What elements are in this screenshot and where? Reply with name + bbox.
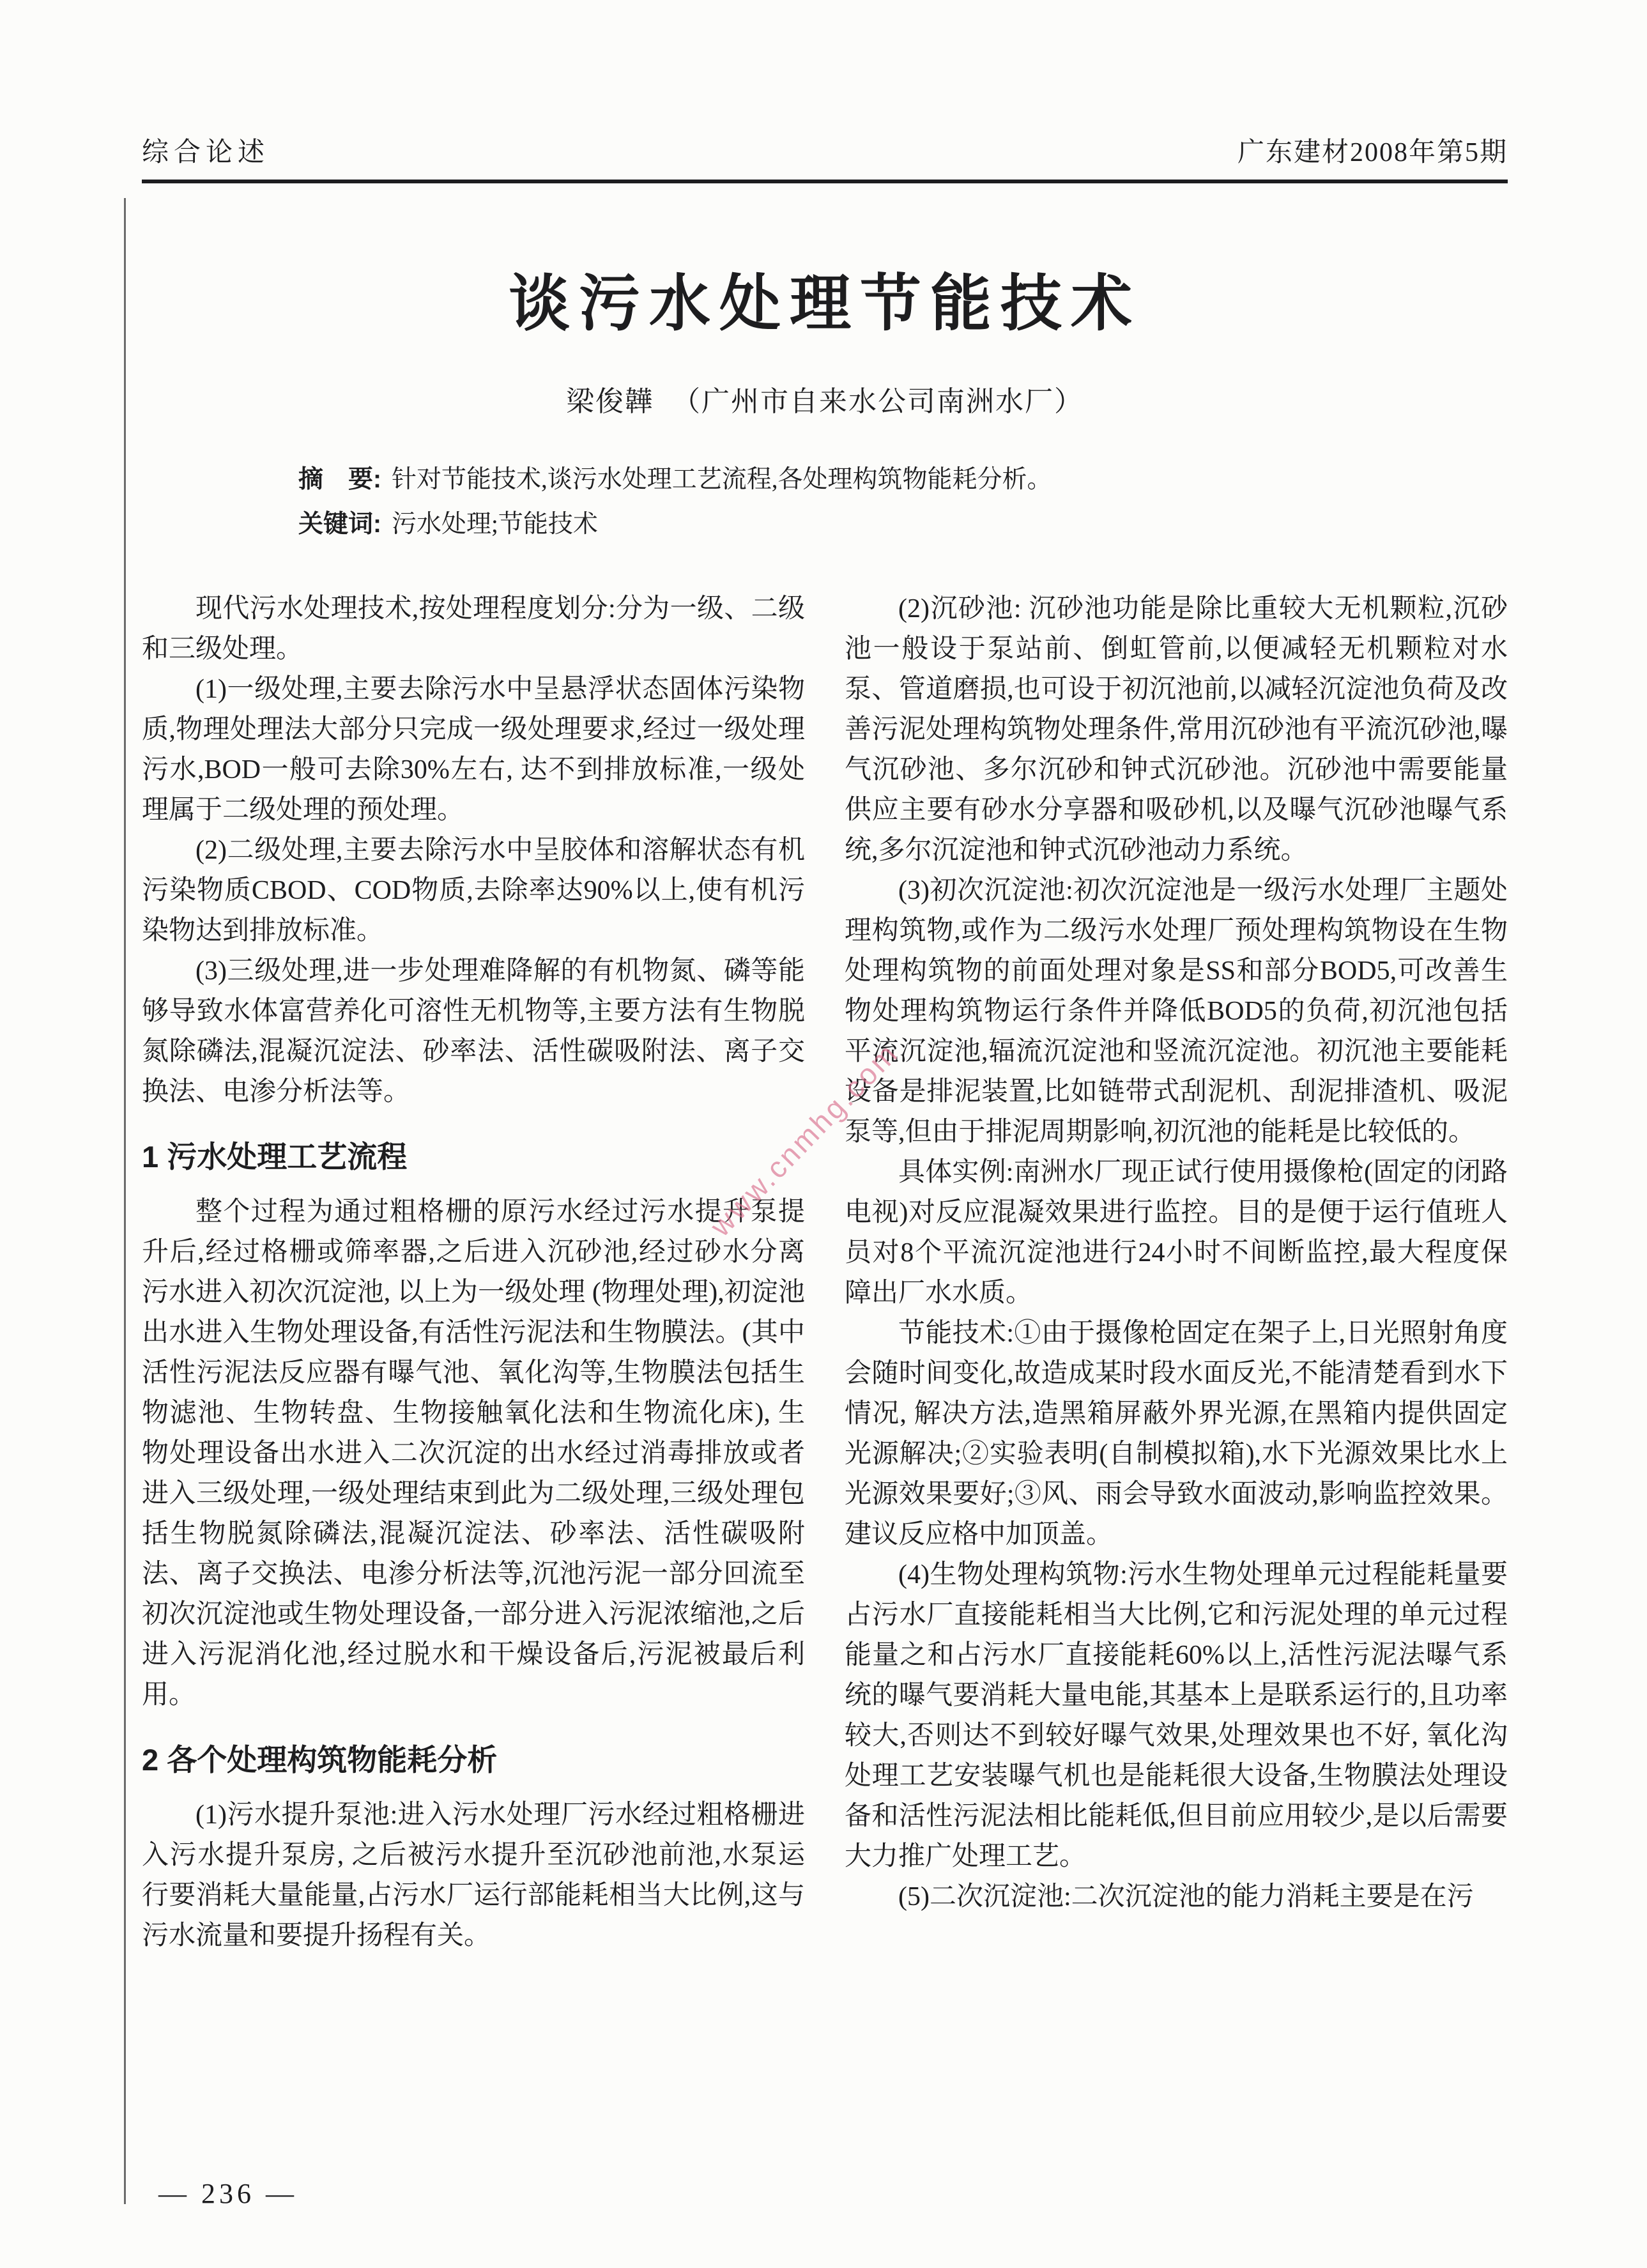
page-header — [142, 131, 1508, 169]
paragraph: 现代污水处理技术,按处理程度划分:分为一级、二级和三级处理。 — [142, 594, 805, 664]
section-heading: 1 污水处理工艺流程 — [142, 1140, 408, 1174]
header-section-label: 综合论述 — [142, 138, 270, 167]
paragraph: (2)二级处理,主要去除污水中呈胶体和溶解状态有机污染物质CBOD、COD物质,去除率达90%以上,使有机污染物达到排放标准。 — [142, 836, 805, 946]
watermark: www.cnmhg.com — [703, 1036, 905, 1243]
keywords-block — [298, 506, 1434, 543]
column-left — [142, 589, 805, 1956]
header-journal-issue: 广东建材2008年第5期 — [1237, 138, 1508, 167]
header-rule — [142, 180, 1508, 183]
paragraph: (5)二次沉淀池:二次沉淀池的能力消耗主要是在污 — [898, 1882, 1474, 1912]
abstract-text: 针对节能技术,谈污水处理工艺流程,各处理构筑物能耗分析。 — [392, 466, 1052, 493]
paragraph: (4)生物处理构筑物:污水生物处理单元过程能耗量要占污水厂直接能耗相当大比例,它和污泥处理的单元过程能量之和占污水厂直接能耗60%以上,活性污泥法曝气系统的曝气要消耗大量电能,其基本上是联系运行的,且功率较大,否则达不到较好曝气效果,处理效果也不好, 氧化沟处理工艺安装曝气机也是能耗很大设备,生物膜法处理设备和活性污泥法相比能耗低,但目前应用较少,是以后需要大力推广处理工艺。 — [845, 1560, 1508, 1871]
left-margin-line — [124, 198, 126, 2204]
article-byline — [142, 378, 1508, 419]
paragraph: (3)三级处理,进一步处理难降解的有机物氮、磷等能够导致水体富营养化可溶性无机物等,主要方法有生物脱氮除磷法,混凝沉淀法、砂率法、活性碳吸附法、离子交换法、电渗分析法等。 — [142, 956, 805, 1107]
abstract-label: 摘 要: — [298, 466, 381, 493]
article-body — [142, 589, 1508, 1956]
paragraph: (1)一级处理,主要去除污水中呈悬浮状态固体污染物质,物理处理法大部分只完成一级处理要求,经过一级处理污水,BOD一般可去除30%左右, 达不到排放标准,一级处理属于二级处理的预处理。 — [142, 675, 805, 825]
paragraph: 整个过程为通过粗格栅的原污水经过污水提升泵提升后,经过格栅或筛率器,之后进入沉砂池,经过砂水分离污水进入初次沉淀池, 以上为一级处理 (物理处理),初淀池出水进入生物处理设备,有活性污泥法和生物膜法。(其中活性污泥法反应器有曝气池、氧化沟等,生物膜法包括生物滤池、生物转盘、生物接触氧化法和生物流化床), 生物处理设备出水进入二次沉淀的出水经过消毒排放或者进入三级处理,一级处理结束到此为二级处理,三级处理包括生物脱氮除磷法,混凝沉淀法、砂率法、活性碳吸附法、离子交换法、电渗分析法等,沉池污泥一部分回流至初次沉淀池或生物处理设备,一部分进入污泥浓缩池,之后进入污泥消化池,经过脱水和干燥设备后,污泥被最后利用。 — [142, 1197, 805, 1710]
author-affiliation: （广州市自来水公司南洲水厂） — [672, 386, 1084, 417]
author-name: 梁俊韡 — [566, 386, 654, 417]
paragraph: 节能技术:①由于摄像枪固定在架子上,日光照射角度会随时间变化,故造成某时段水面反光,不能清楚看到水下情况, 解决方法,造黑箱屏蔽外界光源,在黑箱内提供固定光源解决;②实验表明(自制模拟箱),水下光源效果比水上光源效果要好;③风、雨会导致水面波动,影响监控效果。建议反应格中加顶盖。 — [845, 1319, 1508, 1549]
abstract-block — [298, 461, 1434, 498]
article-title: 谈污水处理节能技术 — [509, 270, 1141, 338]
paragraph: 具体实例:南洲水厂现正试行使用摄像枪(固定的闭路电视)对反应混凝效果进行监控。目的是便于运行值班人员对8个平流沉淀池进行24小时不间断监控,最大程度保障出厂水水质。 — [845, 1158, 1508, 1308]
section-heading: 2 各个处理构筑物能耗分析 — [142, 1743, 498, 1777]
keywords-text: 污水处理;节能技术 — [392, 510, 598, 538]
column-right — [845, 589, 1508, 1956]
paragraph: (3)初次沉淀池:初次沉淀池是一级污水处理厂主题处理构筑物,或作为二级污水处理厂预处理构筑物设在生物处理构筑物的前面处理对象是SS和部分BOD5,可改善生物处理构筑物运行条件并降低BOD5的负荷,初沉池包括平流沉淀池,辐流沉淀池和竖流沉淀池。初沉池主要能耗设备是排泥装置,比如链带式刮泥机、刮泥排渣机、吸泥泵等,但由于排泥周期影响,初沉池的能耗是比较低的。 — [845, 876, 1508, 1147]
keywords-label: 关键词: — [298, 510, 381, 538]
paragraph: (1)污水提升泵池:进入污水处理厂污水经过粗格栅进入污水提升泵房, 之后被污水提升至沉砂池前池,水泵运行要消耗大量能量,占污水厂运行部能耗相当大比例,这与污水流量和要提升扬程有关。 — [142, 1800, 805, 1950]
paragraph: (2)沉砂池: 沉砂池功能是除比重较大无机颗粒,沉砂池一般设于泵站前、倒虹管前,以便减轻无机颗粒对水泵、管道磨损,也可设于初沉池前,以减轻沉淀池负荷及改善污泥处理构筑物处理条件,常用沉砂池有平流沉砂池,曝气沉砂池、多尔沉砂和钟式沉砂池。沉砂池中需要能量供应主要有砂水分享器和吸砂机,以及曝气沉砂池曝气系统,多尔沉淀池和钟式沉砂池动力系统。 — [845, 594, 1508, 865]
page-number: — 236 — — [158, 2178, 298, 2209]
